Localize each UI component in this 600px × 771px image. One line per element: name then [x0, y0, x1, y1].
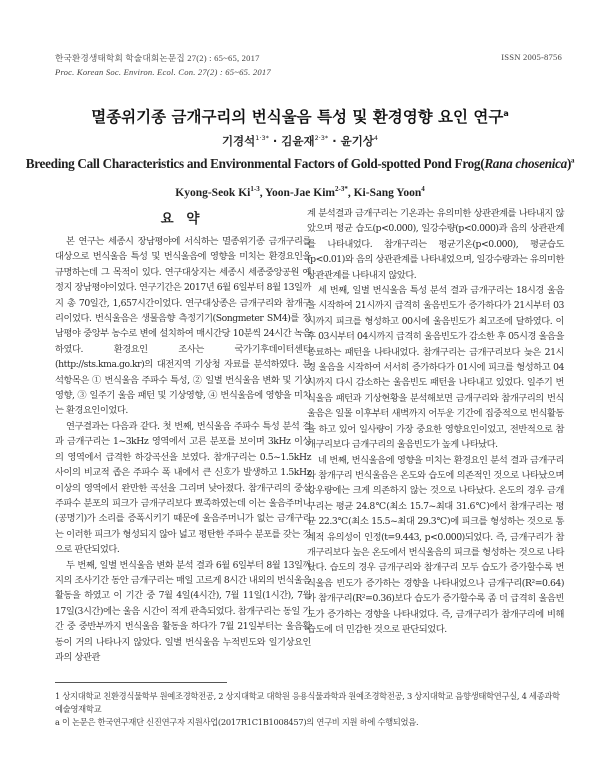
title-ko-text: 멸종위기종 금개구리의 번식울음 특성 및 환경영향 요인 연구: [91, 108, 504, 126]
issn: ISSN 2005-8756: [501, 52, 562, 62]
abstract-paragraph: 본 연구는 세종시 장남평야에 서식하는 멸종위기종 금개구리를 대상으로 번식울음 특성 및 번식울음에 영향을 미치는 환경요인을 규명하는데 그 목적이 있다. 연구대상지는 세종시 세종중앙공원 예정지 장남평야이었다. 연구기간은 2017년 6월 6일부터 8월 13일까지 총 70일간, 1,657시간이었다. 연구대상종은 금개구리와 참개구리이었다. 번식울음은 생물음향 측정기기(Songmeter SM4)를 장남평야 중앙부 농수로 변에 설치하여 매시간당 10분씩 24시간 녹음하였다. 환경요인 조사는 국가기후데이터센터(http://sts.kma.go.kr)의 대전지역 기상청 자료를 분석하였다. 분석항목은 ① 번식울음 주파수 특성, ② 일별 번식울음 변화 및 기상영향, ③ 일주기 울음 패턴 및 기상영향, ④ 번식울음에 영향을 미치는 환경요인이었다.: [55, 236, 311, 417]
author-en-1: Kyong-Seok Ki: [175, 186, 251, 199]
footnotes: [55, 690, 563, 730]
title-en-species: Rana chosenica: [484, 156, 567, 171]
authors-ko: [0, 133, 600, 149]
author-separator: ·: [332, 134, 337, 148]
author-en-3: Ki-Sang Yoon: [353, 186, 422, 199]
title-en-footnote-mark: a: [571, 156, 575, 165]
abstract-left-column: [55, 234, 311, 665]
author-en-3-affiliation: 4: [421, 185, 425, 193]
abstract-paragraph: 네 번째, 번식울음에 영향을 미치는 환경요인 분석 결과 금개구리와 참개구리 번식울음은 온도와 습도에 의존적인 것으로 나타났으며 강우량에는 크게 의존하지 않는 것으로 나타났다. 온도의 경우 금개구리는 평균 24.8℃(최소 15.7~최대 31.6℃)에서 참개구리는 평균 22.3℃(최소 15.5~최대 29.3℃)에 피크를 형성하는 것으로 통계적 유의성이 인정(t=9.443, p<0.000)되었다. 즉, 금개구리가 참개구리보다 높은 온도에서 번식울음의 피크를 형성하는 것으로 나타났다. 습도의 경우 금개구리와 참개구리 모두 습도가 증가할수록 번식울음 빈도가 증가하는 경향을 나타내었으나 금개구리(R²=0.64)가 참개구리(R²=0.36)보다 습도가 증가할수록 좀 더 급격히 울음빈도가 증가하는 경향을 나타내었다. 즉, 금개구리가 참개구리에 비해 습도에 더 민감한 것으로 판단되었다.: [307, 454, 564, 635]
abstract-right-column: [307, 206, 564, 637]
author-separator: ·: [272, 134, 278, 148]
footnote-affiliations: 1 상지대학교 친환경식물학부 원예조경학전공, 2 상지대학교 대학원 응용식물과학과 원예조경학전공, 3 상지대학교 음향생태학연구실, 4 세종과학예술영재학교: [55, 691, 560, 715]
abstract-heading: 요 약: [160, 211, 204, 227]
author-ko-2-affiliation: 2·3*: [314, 134, 329, 143]
abstract-paragraph: 계 분석결과 금개구리는 기온과는 유의미한 상관관계를 나타내지 않았으며 평균 습도(p<0.000), 일강수량(p<0.000)과 음의 상관관계를 나타내었다. 참개구리는 평균기온(p<0.000), 평균습도(p<0.01)와 음의 상관관계를 나타내었으며, 일강수량과는 유의미한 상관관계를 나타내지 않았다.: [307, 208, 564, 281]
authors-en: Kyong-Seok Ki$^{1-3}$, Yoon-Jae Kim$^{2-3*}$, Ki-Sang Yoon$^4$: [175, 185, 425, 199]
abstract-paragraph: 세 번째, 일별 번식울음 특성 분석 결과 금개구리는 18시경 울음을 시작하여 21시까지 급격히 울음빈도가 증가하다가 21시부터 03시까지 피크를 형성하고 00시에 울음빈도가 최고조에 달하였다. 이후 03시부터 04시까지 급격히 울음빈도가 감소한 후 05시경 울음을 종료하는 패턴을 나타내었다. 참개구리는 금개구리보다 늦은 21시경 울음을 시작하여 서서히 증가하다가 01시에 피크를 형성하고 04시까지 다시 감소하는 울음빈도 패턴을 나타내고 있었다. 일주기 번식울음 패턴과 기상현황을 분석해보면 금개구리와 참개구리의 번식울음은 일몰 이후부터 새벽까지 어두운 기간에 집중적으로 번식활동을 하고 있어 일사량이 가장 중요한 영향요인이었고, 전반적으로 참개구리보다 금개구리의 울음빈도가 높게 나타났다.: [307, 285, 564, 451]
footnote-rule: [55, 682, 227, 683]
author-ko-2: 김윤재: [281, 134, 315, 148]
journal-citation-ko: 한국환경생태학회 학술대회논문집 27(2) : 65~65, 2017: [55, 53, 260, 63]
abstract-paragraph: 연구결과는 다음과 같다. 첫 번째, 번식울음 주파수 특성 분석 결과 금개구리는 1~3kHz 영역에서 고른 분포를 보이며 3kHz 이상의 영역에서 급격한 하강곡선을 보였다. 참개구리는 0.5~1.5kHz 사이의 비교적 좁은 주파수 폭 내에서 큰 신호가 발생하고 1.5kHz 이상의 영역에서 완만한 곡선을 그리며 낮아졌다. 참개구리의 중심주파수 분포의 피크가 금개구리보다 뾰족하였는데 이는 울음주머니(공명기)가 소리를 증폭시키기 때문에 울음주머니가 없는 금개구리는 이러한 피크가 형성되지 않아 넓고 평탄한 주파수 분포를 갖는 것으로 판단되었다.: [55, 420, 311, 556]
author-en-2-affiliation: 2-3*: [335, 185, 348, 193]
author-ko-3: 윤기상: [340, 134, 374, 148]
author-ko-3-affiliation: 4: [373, 134, 379, 143]
journal-citation-en: Proc. Korean Soc. Environ. Ecol. Con. 27(2) : 65~65. 2017: [55, 67, 271, 77]
author-ko-1: 기경석: [221, 134, 256, 148]
title-en-text: Breeding Call Characteristics and Environmental Factors of Gold-spotted Pond Frog: [25, 156, 481, 171]
paper-title-ko: [0, 105, 600, 127]
title-ko-footnote-mark: a: [503, 108, 509, 118]
author-ko-1-affiliation: 1·3*: [255, 134, 269, 143]
paper-title-en: Breeding Call Characteristics and Environmental Factors of Gold-spotted Pond Frog(Rana chosenica)$^a$: [25, 156, 575, 171]
footnote-funding: a 이 논문은 한국연구재단 신진연구자 지원사업(2017R1C1B1008457)의 연구비 지원 하에 수행되었음.: [55, 717, 419, 728]
abstract-paragraph: 두 번째, 일별 번식울음 변화 분석 결과 6월 6일부터 8월 13일까지의 조사기간 동안 금개구리는 매일 고르게 8시간 내외의 번식울음 활동을 하였고 이 기간 중 7월 4일(4시간), 7월 11일(1시간), 7월 17일(3시간)에는 울음 시간이 적게 관측되었다. 참개구리는 동일 기간 중 중반부까지 번식울음 활동을 하다가 7월 21일부터는 울음활동이 거의 나타나지 않았다. 일별 번식울음 누적빈도와 일기상요인과의 상관관: [55, 559, 311, 663]
author-en-1-affiliation: 1-3: [250, 185, 260, 193]
author-en-2: Yoon-Jae Kim: [265, 186, 335, 199]
